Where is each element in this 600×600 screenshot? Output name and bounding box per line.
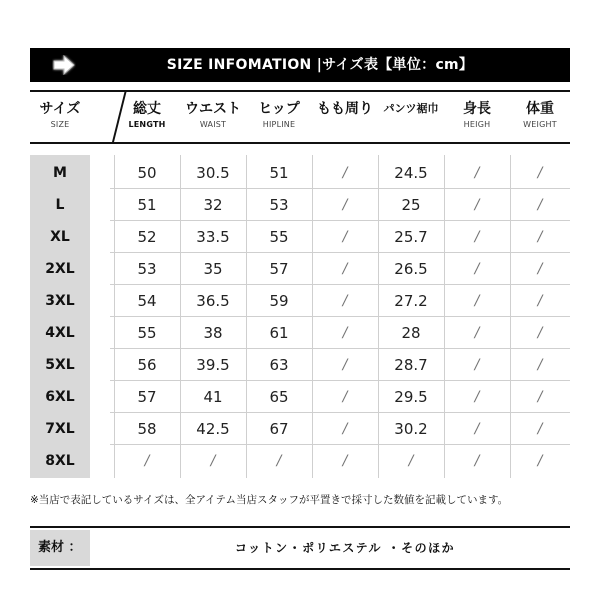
hip-value: 53 — [269, 196, 289, 214]
table-header — [30, 90, 570, 142]
banner-title: SIZE INFOMATION |サイズ表【単位：cm】 — [166, 57, 474, 73]
length-value: 53 — [137, 260, 157, 278]
weight-value: / — [537, 165, 543, 181]
weight-value: / — [537, 197, 543, 213]
height-value: / — [474, 453, 480, 469]
waist-value: / — [210, 453, 216, 469]
thigh-value: / — [342, 453, 348, 469]
hem-value: 24.5 — [394, 164, 428, 182]
thigh-value: / — [342, 421, 348, 437]
size-label: 2XL — [45, 261, 75, 277]
table-row — [30, 221, 570, 253]
table-row — [30, 445, 570, 477]
header-weight — [510, 90, 570, 142]
waist-value: 35 — [203, 260, 223, 278]
header-hem-label: パンツ裾巾 — [383, 102, 439, 115]
header-thigh — [312, 90, 378, 142]
table-row — [30, 253, 570, 285]
header-size — [30, 90, 90, 142]
thigh-value: / — [342, 165, 348, 181]
length-value: 52 — [137, 228, 157, 246]
header-hip-sublabel: HIPLINE — [262, 120, 296, 129]
hip-value: 61 — [269, 324, 289, 342]
waist-value: 39.5 — [196, 356, 230, 374]
size-label: 4XL — [45, 325, 75, 341]
header-hem — [378, 90, 444, 142]
hem-value: 29.5 — [394, 388, 428, 406]
waist-value: 38 — [203, 324, 223, 342]
hip-value: 67 — [269, 420, 289, 438]
length-value: 57 — [137, 388, 157, 406]
height-value: / — [474, 357, 480, 373]
size-info-banner — [30, 48, 570, 82]
header-length-label: 総丈 — [133, 101, 161, 117]
thigh-value: / — [342, 197, 348, 213]
hem-value: 27.2 — [394, 292, 428, 310]
height-value: / — [474, 325, 480, 341]
length-value: 56 — [137, 356, 157, 374]
length-value: 54 — [137, 292, 157, 310]
height-value: / — [474, 293, 480, 309]
height-value: / — [474, 197, 480, 213]
header-size-sublabel: SIZE — [50, 120, 70, 129]
waist-value: 30.5 — [196, 164, 230, 182]
measurement-note: ※当店で表記しているサイズは、全アイテム当店スタッフが平置きで採寸した数値を記載しています。 — [30, 494, 509, 506]
hip-value: 51 — [269, 164, 289, 182]
header-height-label: 身長 — [463, 101, 491, 117]
header-size-label: サイズ — [39, 101, 81, 117]
header-hip-label: ヒップ — [258, 101, 300, 117]
hip-value: 63 — [269, 356, 289, 374]
size-label: XL — [50, 229, 70, 245]
material-top-rule — [30, 526, 570, 528]
thigh-value: / — [342, 357, 348, 373]
weight-value: / — [537, 261, 543, 277]
weight-value: / — [537, 421, 543, 437]
header-thigh-label: もも周り — [317, 101, 373, 117]
header-waist — [180, 90, 246, 142]
size-label: L — [55, 197, 65, 213]
hem-value: / — [408, 453, 414, 469]
table-row — [30, 157, 570, 189]
hip-value: / — [276, 453, 282, 469]
hip-value: 57 — [269, 260, 289, 278]
hem-value: 28 — [401, 324, 421, 342]
weight-value: / — [537, 357, 543, 373]
waist-value: 42.5 — [196, 420, 230, 438]
height-value: / — [474, 421, 480, 437]
weight-value: / — [537, 453, 543, 469]
waist-value: 33.5 — [196, 228, 230, 246]
thigh-value: / — [342, 389, 348, 405]
material-value: コットン・ポリエステル ・そのほか — [234, 541, 456, 555]
size-label: 5XL — [45, 357, 75, 373]
height-value: / — [474, 165, 480, 181]
hip-value: 55 — [269, 228, 289, 246]
table-row — [30, 381, 570, 413]
size-label: 6XL — [45, 389, 75, 405]
hem-value: 25.7 — [394, 228, 428, 246]
material-row — [30, 530, 570, 566]
header-length-sublabel: LENGTH — [128, 120, 166, 129]
size-label: 8XL — [45, 453, 75, 469]
weight-value: / — [537, 293, 543, 309]
size-label: M — [53, 165, 67, 181]
material-bottom-rule — [30, 568, 570, 570]
table-row — [30, 413, 570, 445]
header-length — [114, 90, 180, 142]
hem-value: 30.2 — [394, 420, 428, 438]
waist-value: 36.5 — [196, 292, 230, 310]
header-waist-sublabel: WAIST — [199, 120, 227, 129]
size-label: 3XL — [45, 293, 75, 309]
waist-value: 41 — [203, 388, 223, 406]
header-height — [444, 90, 510, 142]
weight-value: / — [537, 325, 543, 341]
table-row — [30, 317, 570, 349]
hem-value: 28.7 — [394, 356, 428, 374]
waist-value: 32 — [203, 196, 223, 214]
weight-value: / — [537, 229, 543, 245]
height-value: / — [474, 389, 480, 405]
thigh-value: / — [342, 229, 348, 245]
header-waist-label: ウエスト — [185, 101, 241, 117]
thigh-value: / — [342, 325, 348, 341]
length-value: 51 — [137, 196, 157, 214]
weight-value: / — [537, 389, 543, 405]
header-weight-label: 体重 — [526, 101, 554, 117]
length-value: 58 — [137, 420, 157, 438]
table-row — [30, 349, 570, 381]
size-label: 7XL — [45, 421, 75, 437]
hem-value: 26.5 — [394, 260, 428, 278]
header-height-sublabel: HEIGH — [463, 120, 491, 129]
header-bottom-rule — [30, 142, 570, 144]
table-row — [30, 285, 570, 317]
header-weight-sublabel: WEIGHT — [523, 120, 557, 129]
header-hip — [246, 90, 312, 142]
material-label: 素材 ： — [38, 540, 82, 555]
thigh-value: / — [342, 293, 348, 309]
length-value: / — [144, 453, 150, 469]
thigh-value: / — [342, 261, 348, 277]
height-value: / — [474, 229, 480, 245]
table-row — [30, 189, 570, 221]
height-value: / — [474, 261, 480, 277]
hip-value: 65 — [269, 388, 289, 406]
length-value: 50 — [137, 164, 157, 182]
length-value: 55 — [137, 324, 157, 342]
hem-value: 25 — [401, 196, 421, 214]
hip-value: 59 — [269, 292, 289, 310]
